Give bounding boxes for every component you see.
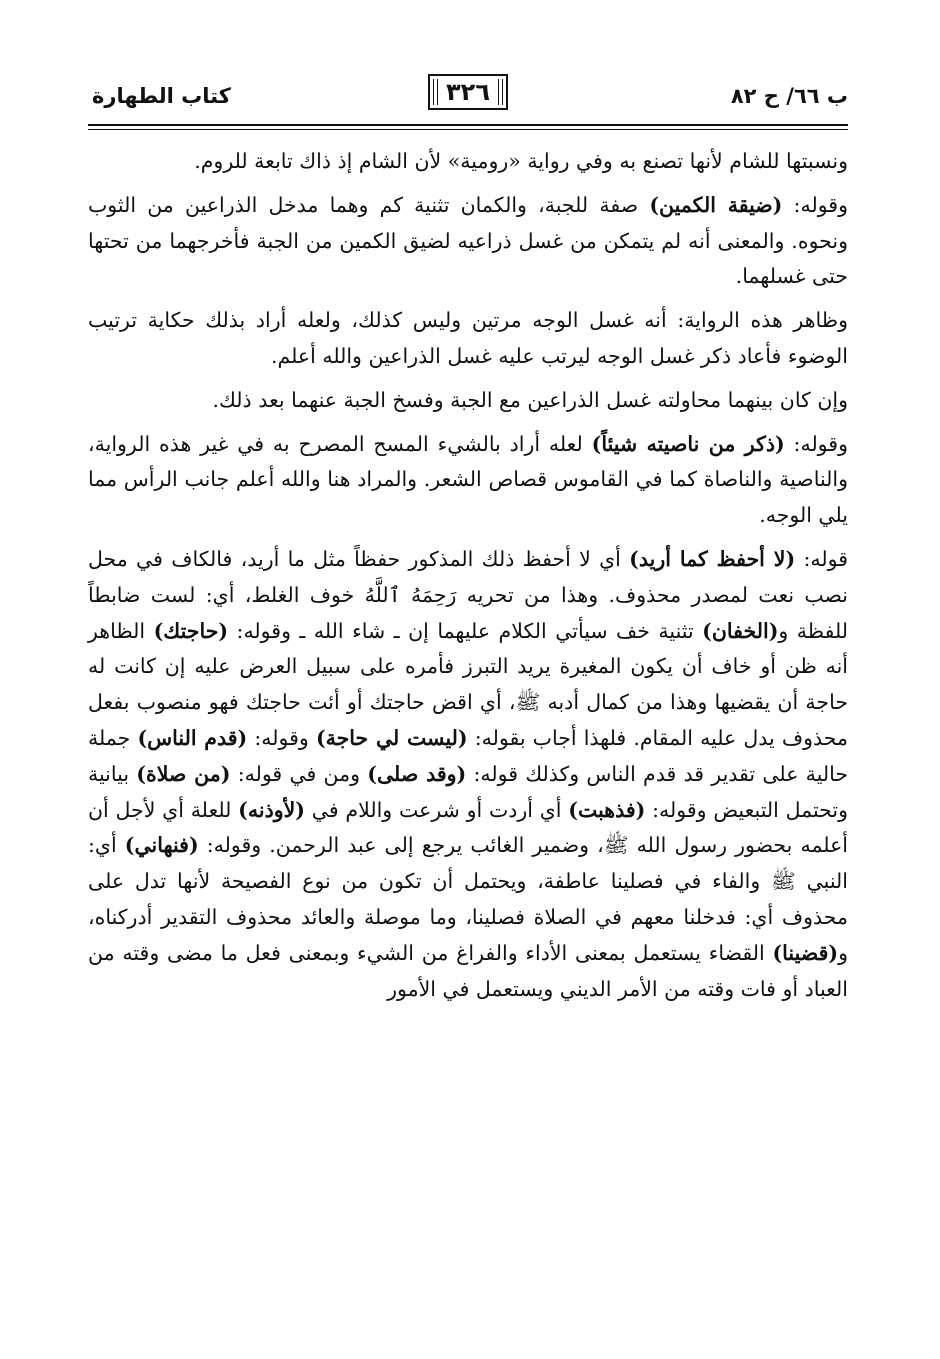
text-run: تثنية خف سيأتي الكلام عليهما إن ـ شاء الله ـ وقوله: <box>228 618 703 643</box>
page <box>88 68 848 1015</box>
page-number: ٣٢٦ <box>446 78 490 106</box>
text-run: بيانية وتحتمل التبعيض وقوله: <box>88 761 848 822</box>
header-rule-thin <box>88 129 848 130</box>
text-run: وإن كان بينهما محاولته غسل الذراعين مع الجبة وفسخ الجبة عنهما بعد ذلك. <box>212 387 848 412</box>
text-run: وظاهر هذه الرواية: أنه غسل الوجه مرتين وليس كذلك، ولعله أراد بذلك حكاية ترتيب الوضوء فأعاد ذكر غسل الوجه ليرتب عليه غسل الذراعين والله أعلم. <box>88 308 848 368</box>
paragraph <box>88 383 848 419</box>
text-run: أي أردت أو شرعت واللام في <box>305 797 569 822</box>
page-body <box>88 144 848 1007</box>
text-run: صفة للجبة، والكمان تثنية كم وهما مدخل الذراعين من الثوب ونحوه. والمعنى أنه لم يتمكن من غسل ذراعيه لضيق الكمين من الجبة فأخرجهما من تحتها حتى غسلهما. <box>88 192 848 289</box>
quoted-term: (حاجتك) <box>153 618 229 643</box>
text-run: وقوله: <box>782 192 848 217</box>
paragraph <box>88 427 848 534</box>
page-number-box <box>428 74 508 110</box>
text-run: أي لا أحفظ ذلك المذكور حفظاً مثل ما أريد، فالكاف في محل نصب نعت لمصدر محذوف. وهذا من تحريه رَحِمَهُ ٱللَّهُ خوف الغلط، أي: لست ضابطاً للفظة و <box>88 546 848 643</box>
text-run: ونسبتها للشام لأنها تصنع به وفي رواية «رومية» لأن الشام إذ ذاك تابعة للروم. <box>194 149 848 173</box>
text-run: للعلة أي لأجل أن أعلمه بحضور رسول الله ﷺ، وضمير الغائب يرجع إلى عبد الرحمن. وقوله: <box>88 797 849 858</box>
quoted-term: (فنهاني) <box>124 833 199 858</box>
page-header <box>88 68 848 124</box>
quoted-term: (ليست لي حاجة) <box>315 725 468 750</box>
quoted-term: (قضينا) <box>772 940 839 965</box>
quoted-term: (لأوذنه) <box>238 797 305 822</box>
book-title: كتاب الطهارة <box>92 84 231 108</box>
text-run: ومن في قوله: <box>230 761 368 786</box>
text-run: جملة حالية على تقدير قد قدم الناس وكذلك قوله: <box>88 725 848 786</box>
header-rule <box>88 124 848 126</box>
quoted-term: (ذكر من ناصيته شيئاً) <box>591 431 785 456</box>
quoted-term: (الخفان) <box>702 618 779 643</box>
text-run: وقوله: <box>784 431 848 456</box>
quoted-term: (من صلاة) <box>136 761 231 786</box>
text-run: لعله أراد بالشيء المسح المصرح به في غير هذه الرواية، والناصية والناصاة كما في القاموس قصاص الشعر. والمراد هنا والله أعلم جانب الرأس مما يلي الوجه. <box>88 431 848 528</box>
quoted-term: (ضيقة الكمين) <box>649 192 783 217</box>
paragraph <box>88 542 848 1007</box>
text-run: وقوله: <box>247 725 316 750</box>
paragraph <box>88 188 848 295</box>
hadith-reference: ب ٦٦/ ح ٨٢ <box>730 84 848 108</box>
text-run: أي: النبي ﷺ والفاء في فصلينا عاطفة، ويحتمل أن تكون من نوع الفصيحة لأنها تدل على محذوف أي: فدخلنا معهم في الصلاة فصلينا، وما موصلة والعائد محذوف التقدير أدركناه، و <box>88 833 848 965</box>
text-run: القضاء يستعمل بمعنى الأداء والفراغ من الشيء وبمعنى فعل ما مضى وقته من العباد أو فات وقته من الأمر الديني ويستعمل في الأمور <box>88 940 848 1001</box>
quoted-term: (فذهبت) <box>568 797 646 822</box>
text-run: الظاهر أنه ظن أو خاف أن يكون المغيرة يريد التبرز فأمره على سبيل العرض عليه إن كانت له حاجة أن يقضيها وهذا من كمال أدبه ﷺ، أي اقض حاجتك أو أئت حاجتك فهو منصوب بفعل محذوف يدل عليه المقام. فلهذا أجاب بقوله: <box>88 618 849 750</box>
text-run: قوله: <box>795 546 848 571</box>
quoted-term: (وقد صلى) <box>367 761 467 786</box>
paragraph <box>88 144 848 180</box>
quoted-term: (لا أحفظ كما أريد) <box>629 546 796 571</box>
quoted-term: (قدم الناس) <box>137 725 248 750</box>
paragraph <box>88 303 848 375</box>
